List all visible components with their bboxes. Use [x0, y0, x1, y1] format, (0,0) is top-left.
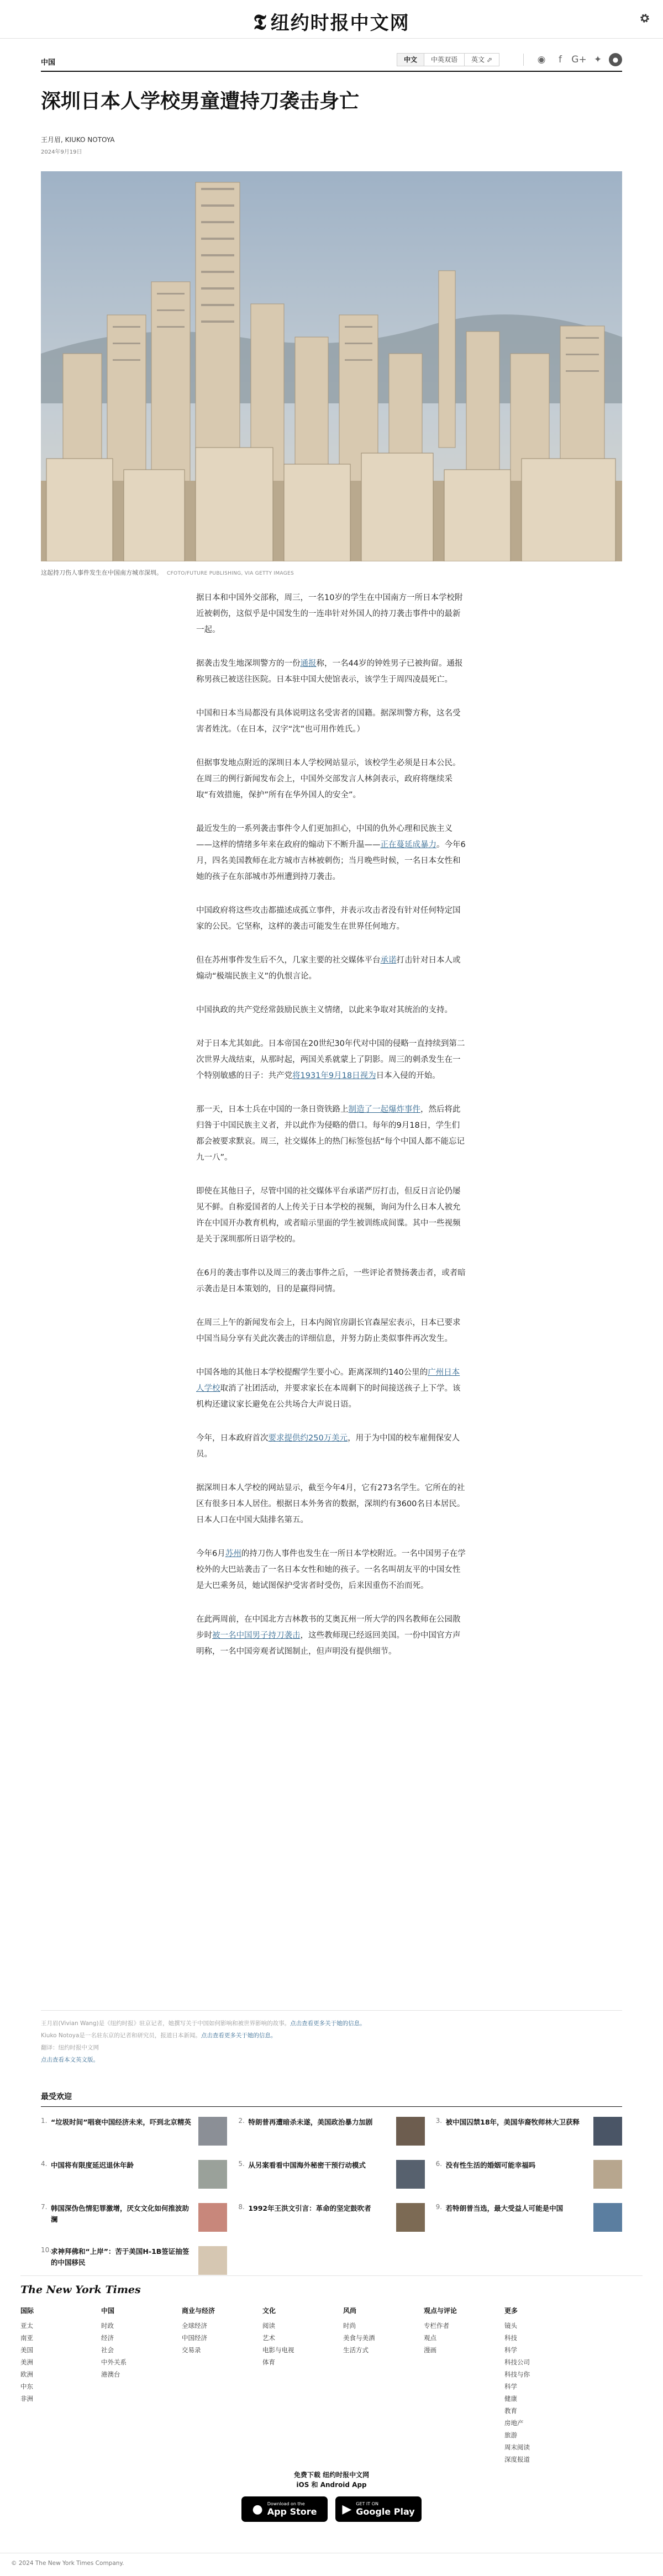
article-paragraph: 但在苏州事件发生后不久，几家主要的社交媒体平台承诺打击针对日本人或煽动“极端民族主义”的仇恨言论。	[196, 956, 461, 981]
most-viewed-item[interactable]	[436, 2203, 622, 2241]
most-viewed-headline[interactable]: 被中国囚禁18年，美国华裔牧师林大卫获释	[445, 2118, 580, 2126]
copyright: © 2024 The New York Times Company.	[0, 2553, 663, 2573]
publish-date: 2024年9月19日	[41, 149, 82, 155]
most-viewed-headline[interactable]: 中国将有限度延迟退休年龄	[51, 2161, 134, 2169]
most-viewed-headline[interactable]: 求神拜佛和“上岸”：苦于美国H-1B签证抽签的中国移民	[51, 2247, 190, 2267]
article-paragraph: 中国各地的其他日本学校提醒学生要小心。距离深圳约140公里的广州日本人学校取消了社团活动，并要求家长在本周剩下的时间接送孩子上下学。该机构还建议家长避免在公共场合大声说日语。	[196, 1368, 461, 1409]
footer-column	[182, 2306, 262, 2465]
article-paragraph: 在周三上午的新闻发布会上，日本内阁官房副长官森屋宏表示，日本已要求中国当局分享有关此次袭击的详细信息，并努力防止类似事件再次发生。	[196, 1318, 461, 1343]
inline-article-link[interactable]: 正在蔓延成暴力	[380, 840, 436, 849]
most-viewed-headline[interactable]: 没有性生活的婚姻可能幸福吗	[445, 2161, 536, 2169]
footer-link[interactable]: 健康	[504, 2395, 517, 2402]
most-viewed-list	[41, 2117, 622, 2289]
footer-column-heading[interactable]: 观点与评论	[424, 2307, 457, 2315]
masthead	[0, 0, 663, 39]
rank-number: 5.	[238, 2160, 245, 2168]
credit-text: Kiuko Notoya是一名驻东京的记者和研究员，报道日本新闻。	[41, 2032, 201, 2039]
author-profile-link[interactable]: 点击查看更多关于她的信息。	[201, 2032, 277, 2039]
footer-link[interactable]: 漫画	[424, 2346, 436, 2354]
footer-logo[interactable]: The New York Times	[20, 2284, 141, 2296]
footer-link[interactable]: 欧洲	[20, 2370, 33, 2378]
footer-link[interactable]: 阅读	[262, 2322, 275, 2330]
most-viewed-section	[41, 2091, 622, 2289]
app-store-label: App Store	[267, 2506, 317, 2517]
inline-article-link[interactable]: 被一名中国男子持刀袭击	[212, 1631, 301, 1640]
footer-link[interactable]: 科技	[504, 2334, 517, 2342]
most-viewed-headline[interactable]: 韩国深伪色情犯罪激增，厌女文化如何推波助澜	[51, 2204, 190, 2223]
thumbnail-image[interactable]	[198, 2203, 227, 2232]
app-store-button[interactable]	[241, 2496, 328, 2522]
inline-article-link[interactable]: 广州日本人学校	[196, 1368, 460, 1393]
footer-link[interactable]: 亚太	[20, 2322, 33, 2330]
article-paragraph: 今年6月苏州的持刀伤人事件也发生在一所日本学校附近。一名中国男子在学校外的大巴站袭击了一名日本女性和她的孩子。一名名叫胡友平的中国女性是大巴乘务员，她试图保护受害者时受伤，后来因重伤不治而死。	[196, 1549, 466, 1590]
rank-number: 8.	[238, 2203, 245, 2211]
most-viewed-item[interactable]	[436, 2117, 622, 2154]
footer-link[interactable]: 科技与你	[504, 2370, 530, 2378]
site-logo-text: 纽约时报中文网	[270, 12, 410, 34]
footer-column	[20, 2306, 101, 2465]
footer-link[interactable]: 房地产	[504, 2419, 524, 2427]
footer-link[interactable]: 艺术	[262, 2334, 275, 2342]
article-paragraph: 在此两周前，在中国北方吉林教书的艾奥瓦州一所大学的四名教师在公园散步时被一名中国男子持刀袭击，这些教师现已经返回美国。一份中国官方声明称，一名中国旁观者试图制止，但声明没有提供细节。	[196, 1615, 461, 1656]
article-paragraph: 但据事发地点附近的深圳日本人学校网站显示，该校学生必须是日本公民。在周三的例行新闻发布会上，中国外交部发言人林剑表示，政府将继续采取“有效措施，保护”所有在华外国人的安全”。	[196, 759, 461, 800]
rank-number: 3.	[435, 2117, 443, 2125]
author-credit-line	[41, 2030, 622, 2042]
credit-text: 王月眉(Vivian Wang)是《纽约时报》驻京记者，她撰写关于中国如何影响和被世界影响的故事。	[41, 2020, 291, 2027]
rank-number: 1.	[41, 2117, 48, 2125]
most-viewed-item[interactable]	[41, 2203, 227, 2241]
language-tabs	[397, 53, 499, 66]
article-headline: 深圳日本人学校男童遭持刀袭击身亡	[41, 90, 360, 113]
site-logo[interactable]	[0, 8, 663, 35]
article-paragraph: 在6月的袭击事件以及周三的袭击事件之后，一些评论者赞扬袭击者，或者暗示袭击是日本策划的，目的是赢得同情。	[196, 1269, 466, 1294]
english-version-link[interactable]: 点击查看本文英文版。	[41, 2057, 99, 2063]
rank-number: 6.	[435, 2160, 443, 2168]
article-paragraph: 据深圳日本人学校的网站显示，截至今年4月，它有273名学生。它所在的社区有很多日本人居住。根据日本外务省的数据，深圳约有3600名日本居民。日本人口在中国大陆排名第五。	[196, 1484, 465, 1524]
city-skyline-illustration	[41, 171, 622, 561]
footer-link[interactable]: 经济	[101, 2334, 114, 2342]
most-viewed-title: 最受欢迎	[41, 2091, 622, 2107]
footer-link[interactable]: 美食与美酒	[343, 2334, 375, 2342]
apple-icon: ●	[252, 2502, 263, 2516]
app-promo-line1: 免费下载 纽约时报中文网	[293, 2471, 370, 2479]
footer-column-heading[interactable]: 风尚	[343, 2307, 357, 2315]
most-viewed-item[interactable]	[41, 2160, 227, 2198]
footer-link[interactable]: 美国	[20, 2346, 33, 2354]
footer-link[interactable]: 非洲	[20, 2395, 33, 2402]
footer-link[interactable]: 中东	[20, 2383, 33, 2390]
article-paragraph: 据日本和中国外交部称，周三，一名10岁的学生在中国南方一所日本学校附近被刺伤，这似乎是中国发生的一连串针对外国人的持刀袭击事件中的最新一起。	[196, 593, 463, 634]
footer-link[interactable]: 周末阅读	[504, 2443, 530, 2451]
footer-link[interactable]: 体育	[262, 2358, 275, 2366]
footer-link[interactable]: 镜头	[504, 2322, 517, 2330]
tab-bilingual[interactable]: 中英双语	[424, 53, 465, 66]
google-play-button[interactable]	[335, 2496, 422, 2522]
most-viewed-item[interactable]	[238, 2160, 424, 2198]
most-viewed-headline[interactable]: 1992年王洪文引言：革命的坚定鼓吹者	[248, 2204, 371, 2212]
footer-link[interactable]: 交易录	[182, 2346, 201, 2354]
google-play-small-text: GET IT ON	[356, 2501, 379, 2506]
photo-credit: CFOTO/FUTURE PUBLISHING, VIA GETTY IMAGES	[167, 571, 294, 576]
thumbnail-image[interactable]	[198, 2117, 227, 2146]
thumbnail-image[interactable]	[396, 2117, 425, 2146]
divider	[523, 54, 524, 66]
google-play-label: Google Play	[356, 2506, 415, 2517]
image-caption	[41, 568, 294, 577]
footer-nav	[20, 2306, 643, 2465]
footer-link[interactable]: 专栏作者	[424, 2322, 449, 2330]
article-paragraph: 中国和日本当局都没有具体说明这名受害者的国籍。据深圳警方称，这名受害者姓沈。（在日本，汉字“沈”也可用作姓氏。）	[196, 709, 461, 734]
author-profile-link[interactable]: 点击查看更多关于她的信息。	[290, 2020, 366, 2027]
author-credits	[41, 2010, 622, 2066]
footer-column-heading[interactable]: 更多	[504, 2307, 518, 2315]
article-paragraph: 最近发生的一系列袭击事件令人们更加担心，中国的仇外心理和民族主义——这样的情绪多年来在政府的煽动下不断升温——正在蔓延成暴力。今年6月，四名美国教师在北方城市吉林被刺伤；当月晚些时候，一名日本女性和她的孩子在东部城市苏州遭到持刀袭击。	[196, 824, 466, 881]
thumbnail-image[interactable]	[396, 2203, 425, 2232]
article-paragraph: 中国政府将这些攻击都描述成孤立事件，并表示攻击者没有针对任何特定国家的公民。它坚称，这样的袭击可能发生在世界任何地方。	[196, 906, 461, 931]
byline[interactable]: 王月眉, KIUKO NOTOYA	[41, 136, 115, 144]
app-promo-line2: iOS 和 Android App	[296, 2481, 367, 2489]
twitter-icon[interactable]: ✦	[593, 54, 602, 65]
footer-link[interactable]: 科技公司	[504, 2358, 530, 2366]
inline-article-link[interactable]: 将1931年9月18日视为	[292, 1071, 376, 1080]
footer-link[interactable]: 时政	[101, 2322, 114, 2330]
thumbnail-image[interactable]	[198, 2160, 227, 2189]
footer-link[interactable]: 南亚	[20, 2334, 33, 2342]
footer-link[interactable]: 深度报道	[504, 2456, 530, 2463]
footer-link[interactable]: 科学	[504, 2346, 517, 2354]
share-toolbar	[517, 52, 622, 67]
rank-number: 9.	[435, 2203, 443, 2211]
tab-english[interactable]: 英文 ⬀	[464, 53, 499, 66]
footer-column-heading[interactable]: 中国	[101, 2307, 115, 2315]
thumbnail-image[interactable]	[396, 2160, 425, 2189]
tab-chinese[interactable]: 中文	[397, 53, 424, 66]
app-promo	[0, 2470, 663, 2522]
most-viewed-headline[interactable]: “垃圾时间”唱衰中国经济未来，吓到北京精英	[51, 2118, 191, 2126]
footer-column-heading[interactable]: 国际	[20, 2307, 34, 2315]
most-viewed-item[interactable]	[238, 2117, 424, 2154]
footer-link[interactable]: 全球经济	[182, 2322, 207, 2330]
article-paragraph: 今年，日本政府首次要求提供约250万美元，用于为中国的校车雇佣保安人员。	[196, 1434, 460, 1459]
footer-link[interactable]: 美洲	[20, 2358, 33, 2366]
article-paragraph: 中国执政的共产党经常鼓励民族主义情绪，以此来争取对其统治的支持。	[196, 1006, 452, 1014]
site-footer	[20, 2275, 643, 2465]
thumbnail-image[interactable]	[198, 2246, 227, 2275]
footer-column	[101, 2306, 182, 2465]
inline-article-link[interactable]: 苏州	[225, 1549, 241, 1558]
footer-link[interactable]: 教育	[504, 2407, 517, 2415]
footer-link[interactable]: 中国经济	[182, 2334, 207, 2342]
translation-credit: 翻译：纽约时报中文网	[41, 2044, 99, 2051]
google-plus-icon[interactable]: G+	[571, 54, 587, 65]
footer-link[interactable]: 社会	[101, 2346, 114, 2354]
footer-column-heading[interactable]: 文化	[262, 2307, 276, 2315]
rank-number: 4.	[41, 2160, 48, 2168]
article-body	[196, 590, 467, 1678]
weibo-icon[interactable]: ◉	[537, 54, 546, 65]
footer-link[interactable]: 电影与电视	[262, 2346, 294, 2354]
article-paragraph: 据袭击发生地深圳警方的一份通报称，一名44岁的钟姓男子已被拘留。通报称男孩已被送往医院。日本驻中国大使馆表示，该学生于周四凌晨死亡。	[196, 659, 463, 684]
footer-link[interactable]: 时尚	[343, 2322, 356, 2330]
rank-number: 10.	[41, 2246, 52, 2254]
article-paragraph: 即使在其他日子，尽管中国的社交媒体平台承诺严厉打击，但反日言论仍屡见不鲜。自称爱国者的人上传关于日本学校的视频，询问为什么日本人被允许在中国开办教育机构，或者暗示里面的学生被训练成间谍。其中一些视频是关于深圳那所日语学校的。	[196, 1187, 461, 1244]
footer-column	[343, 2306, 424, 2465]
comment-icon[interactable]: ●	[609, 53, 622, 66]
author-credit-line	[41, 2017, 622, 2030]
thumbnail-image[interactable]	[593, 2160, 622, 2189]
inline-article-link[interactable]: 通报	[300, 659, 317, 668]
inline-article-link[interactable]: 要求提供约250万美元	[268, 1434, 348, 1443]
most-viewed-headline[interactable]: 若特朗普当选，最大受益人可能是中国	[445, 2204, 564, 2212]
section-bar	[41, 50, 622, 72]
inline-article-link[interactable]: 制造了一起爆炸事件	[348, 1105, 420, 1114]
inline-article-link[interactable]: 承诺	[380, 956, 397, 965]
app-badges	[0, 2496, 663, 2522]
most-viewed-headline[interactable]: 从另案看看中国海外秘密干预行动模式	[248, 2161, 366, 2169]
facebook-icon[interactable]: f	[559, 54, 562, 65]
google-play-icon: ▶	[342, 2502, 352, 2516]
nyt-t-logo-icon: 𝕿	[253, 9, 267, 34]
footer-link[interactable]: 科学	[504, 2383, 517, 2390]
most-viewed-item[interactable]	[238, 2203, 424, 2241]
most-viewed-item[interactable]	[436, 2160, 622, 2198]
article-paragraph: 那一天，日本士兵在中国的一条日资铁路上制造了一起爆炸事件，然后将此归咎于中国民族主义者，并以此作为侵略的借口。每年的9月18日，学生们都会被要求默哀。周三，社交媒体上的热门标签包括“每个中国人都不能忘记九一八”。	[196, 1105, 465, 1162]
footer-column	[504, 2306, 585, 2465]
hero-image[interactable]	[41, 171, 622, 561]
gear-icon[interactable]	[639, 12, 651, 24]
thumbnail-image[interactable]	[593, 2117, 622, 2146]
footer-link[interactable]: 生活方式	[343, 2346, 369, 2354]
footer-column	[424, 2306, 504, 2465]
footer-link[interactable]: 旅游	[504, 2431, 517, 2439]
thumbnail-image[interactable]	[593, 2203, 622, 2232]
footer-link[interactable]: 观点	[424, 2334, 436, 2342]
most-viewed-item[interactable]	[41, 2117, 227, 2154]
rank-number: 7.	[41, 2203, 48, 2211]
app-store-small-text: Download on the	[267, 2501, 305, 2506]
footer-link[interactable]: 中外关系	[101, 2358, 127, 2366]
article-paragraph: 对于日本尤其如此。日本帝国在20世纪30年代对中国的侵略一直持续到第二次世界大战结束，从那时起，两国关系就蒙上了阴影。周三的刺杀发生在一个特别敏感的日子：共产党将1931年9月18日视为日本入侵的开始。	[196, 1039, 465, 1080]
most-viewed-headline[interactable]: 特朗普再遭暗杀未遂，美国政治暴力加剧	[248, 2118, 373, 2126]
caption-text: 这起持刀伤人事件发生在中国南方城市深圳。	[41, 569, 162, 576]
footer-link[interactable]: 港澳台	[101, 2370, 120, 2378]
footer-column	[262, 2306, 343, 2465]
section-name[interactable]: 中国	[41, 59, 56, 67]
footer-column-heading[interactable]: 商业与经济	[182, 2307, 215, 2315]
english-version-line	[41, 2054, 622, 2066]
rank-number: 2.	[238, 2117, 245, 2125]
